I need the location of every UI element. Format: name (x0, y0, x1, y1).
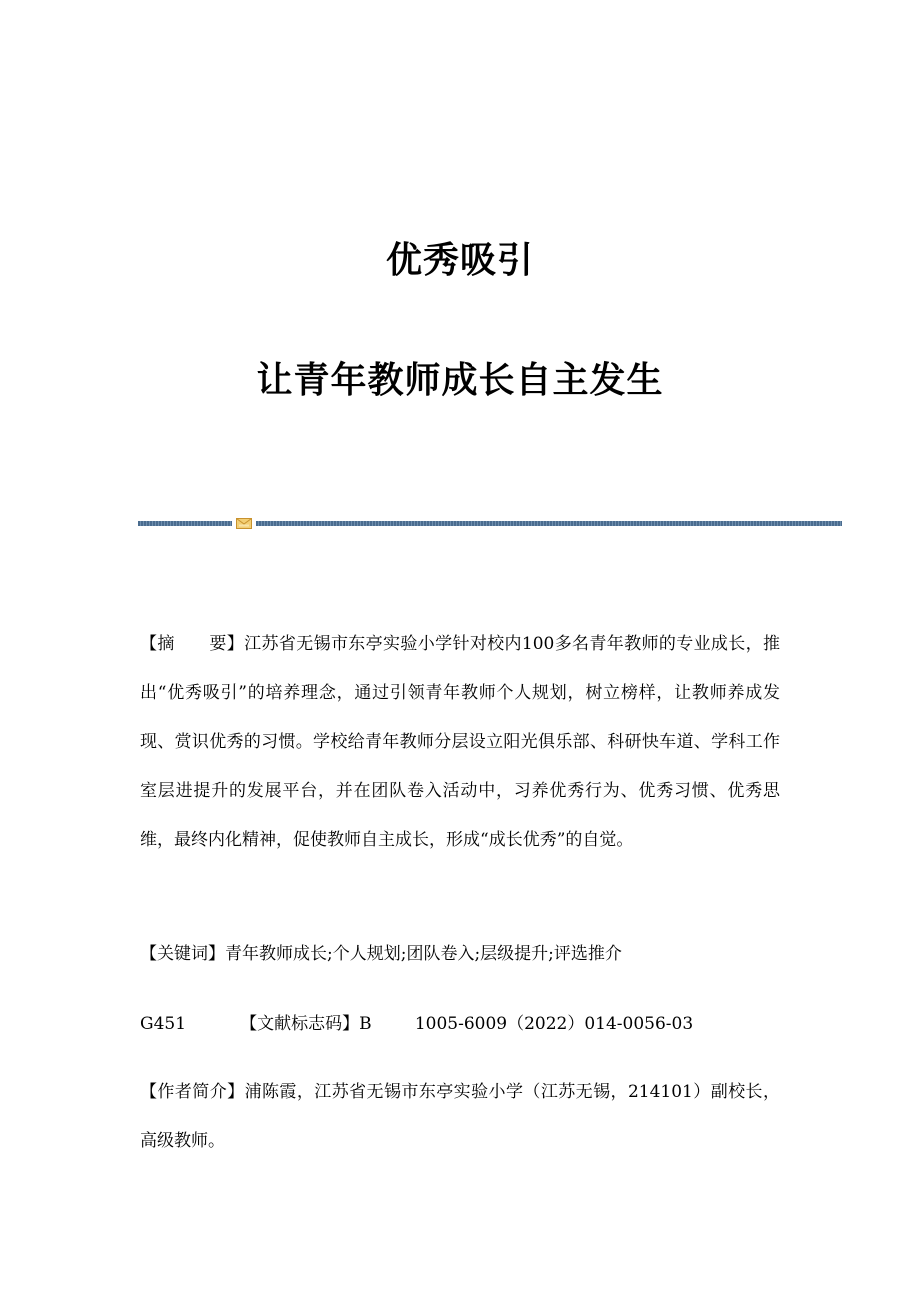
abstract-text: 江苏省无锡市东亭实验小学针对校内100多名青年教师的专业成长，推出“优秀吸引”的培养理念，通过引领青年教师个人规划，树立榜样，让教师养成发现、赏识优秀的习惯。学校给青年教师分层设立阳光俱乐部、科研快车道、学科工作室层进提升的发展平台，并在团队卷入活动中，习养优秀行为、优秀习惯、优秀思维，最终内化精神，促使教师自主成长，形成“成长优秀”的自觉。 (140, 634, 780, 850)
article-title-line-2: 让青年教师成长自主发生 (256, 360, 664, 401)
title-divider (138, 518, 842, 529)
author-label: 【作者简介】 (140, 1082, 245, 1102)
envelope-ornament-icon (236, 518, 252, 529)
author-text: 浦陈霞，江苏省无锡市东亭实验小学（江苏无锡，214101）副校长，高级教师。 (140, 1082, 780, 1151)
abstract-paragraph (140, 620, 780, 865)
doc-code-label: 【文献标志码】 (240, 1014, 360, 1034)
clc-number: G451 (140, 1014, 187, 1034)
classification-line (140, 1000, 780, 1049)
keywords-paragraph (140, 930, 780, 979)
doc-code: B (359, 1014, 372, 1034)
article-title-line-1: 优秀吸引 (385, 240, 534, 281)
keywords-text: 青年教师成长;个人规划;团队卷入;层级提升;评选推介 (225, 944, 622, 964)
author-paragraph (140, 1068, 780, 1166)
divider-bar-left (138, 521, 232, 526)
keywords-label: 【关键词】 (140, 944, 225, 964)
divider-bar-right (256, 521, 842, 526)
abstract-label: 【摘 要】 (140, 634, 245, 654)
article-number: 1005-6009（2022）014-0056-03 (414, 1014, 694, 1034)
